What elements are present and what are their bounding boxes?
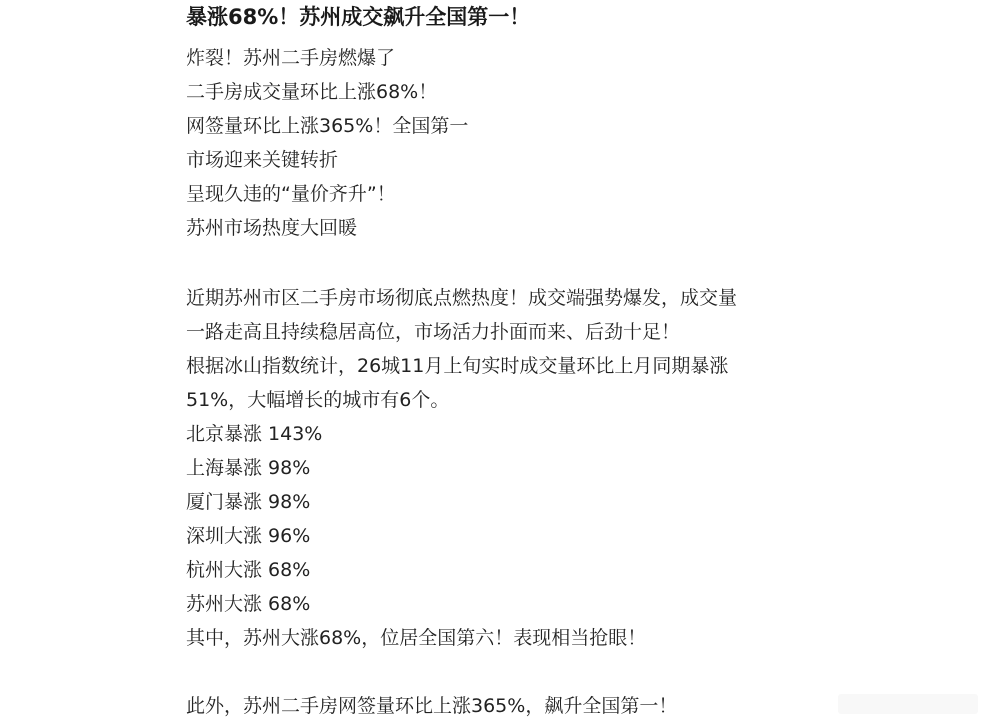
body-line-3: 根据冰山指数统计，26城11月上旬实时成交量环比上月同期暴涨: [186, 355, 729, 377]
intro-line-5: 呈现久违的“量价齐升”！: [186, 183, 396, 205]
body-line-4: 51%，大幅增长的城市有6个。: [186, 389, 450, 411]
article-title: 暴涨68%！苏州成交飙升全国第一！: [186, 5, 531, 29]
city-xiamen-line: 厦门暴涨 98%: [186, 491, 311, 513]
city-shanghai-line: 上海暴涨 98%: [186, 457, 311, 479]
city-beijing-line: 北京暴涨 143%: [186, 423, 323, 445]
watermark: [838, 694, 978, 714]
body-line-1: 近期苏州市区二手房市场彻底点燃热度！成交端强势爆发，成交量: [186, 287, 738, 309]
intro-line-1: 炸裂！苏州二手房燃爆了: [186, 47, 396, 69]
intro-line-4: 市场迎来关键转折: [186, 149, 339, 171]
city-hangzhou-line: 杭州大涨 68%: [186, 559, 311, 581]
intro-line-2: 二手房成交量环比上涨68%！: [186, 81, 438, 103]
body-summary-line: 其中，苏州大涨68%，位居全国第六！表现相当抢眼！: [186, 627, 647, 649]
city-shenzhen-line: 深圳大涨 96%: [186, 525, 311, 547]
city-suzhou-line: 苏州大涨 68%: [186, 593, 311, 615]
closing-line: 此外，苏州二手房网签量环比上涨365%，飙升全国第一！: [186, 695, 678, 717]
intro-line-3: 网签量环比上涨365%！全国第一: [186, 115, 469, 137]
intro-line-6: 苏州市场热度大回暖: [186, 217, 358, 239]
body-line-2: 一路走高且持续稳居高位，市场活力扑面而来、后劲十足！: [186, 321, 681, 343]
